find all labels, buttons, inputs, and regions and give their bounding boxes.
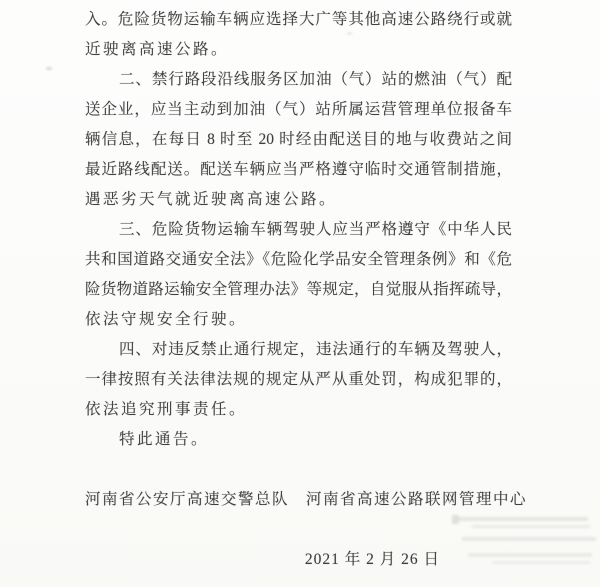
doc-line: 二、禁行路段沿线服务区加油（气）站的燃油（气）配 (119, 71, 512, 88)
doc-line: 入。危险货物运输车辆应选择大广等其他高速公路绕行或就 (85, 11, 512, 28)
doc-line: 最近路线配送。配送车辆应当严格遵守临时交通管制措施， (85, 161, 512, 178)
doc-line: 一律按照有关法律法规的规定从严从重处罚，构成犯罪的， (85, 371, 512, 388)
notice-body (85, 5, 528, 575)
doc-line: 特此通告。 (119, 431, 210, 448)
scan-smudge (46, 67, 52, 70)
doc-line: 遇恶劣天气就近驶离高速公路。 (85, 191, 338, 208)
doc-line: 四、对违反禁止通行规定，违法通行的车辆及驾驶人， (119, 341, 512, 358)
doc-line: 三、危险货物运输车辆驾驶人应当严格遵守《中华人民 (119, 221, 512, 238)
doc-line: 依法守规安全行驶。 (85, 311, 248, 328)
doc-line: 近驶离高速公路。 (85, 41, 230, 58)
doc-line: 共和国道路交通安全法》《危险化学品安全管理条例》和《危 (85, 251, 512, 268)
doc-line: 险货物道路运输安全管理办法》等规定，自觉服从指挥疏导， (85, 281, 512, 298)
issuing-authorities: 河南省公安厅高速交警总队 河南省高速公路联网管理中心 (85, 491, 528, 508)
issue-date: 2021 年 2 月 26 日 (304, 551, 440, 568)
doc-line: 辆信息，在每日 8 时至 20 时经由配送目的地与收费站之间 (85, 131, 512, 148)
doc-line: 依法追究刑事责任。 (85, 401, 248, 418)
doc-line: 送企业，应当主动到加油（气）站所属运营管理单位报备车 (85, 101, 512, 118)
